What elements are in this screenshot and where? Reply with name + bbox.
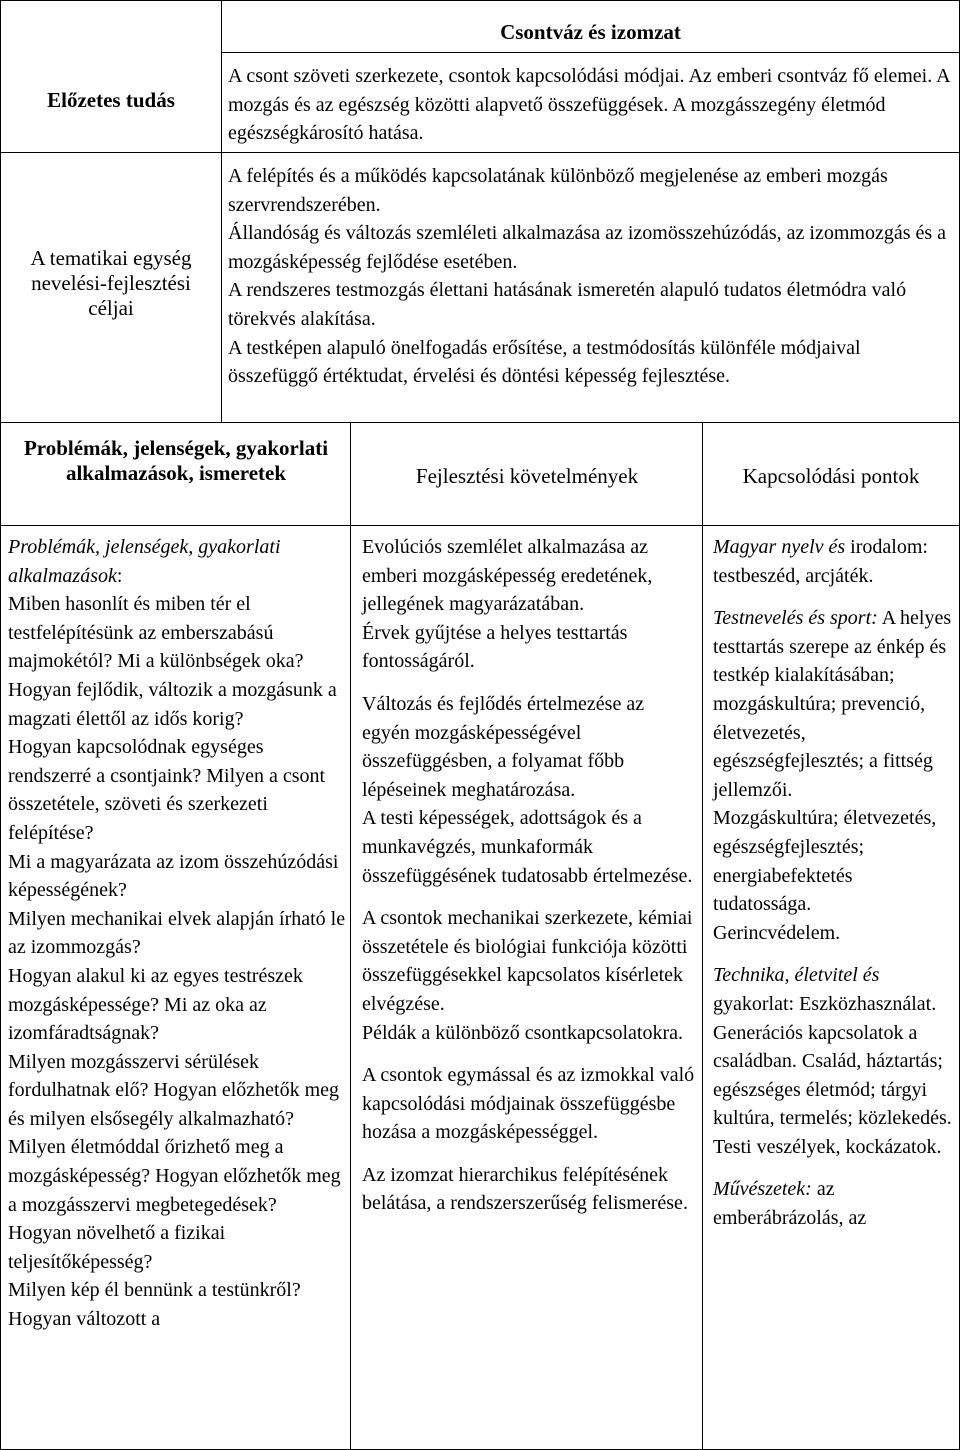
subject-name: Technika, életvitel és [713, 964, 880, 987]
goal-paragraph: A testképen alapuló önelfogadás erősítése, a testmódosítás különféle módjaival összefüggő értéktudat, érvelési és döntési képesség fejlesztése. [228, 336, 861, 388]
col2-content [362, 533, 696, 1218]
col1-intro-colon: : [116, 564, 123, 587]
connection-pe-b: Mozgáskultúra; életvezetés, egészségfejlesztés; energiabefektetés tudatossága. [713, 807, 937, 916]
goals-text [228, 162, 953, 391]
question: Hogyan növelhető a fizikai teljesítőképesség? [8, 1222, 226, 1273]
goal-paragraph: A rendszeres testmozgás élettani hatásának ismeretén alapuló tudatos életmódra való törekvés alakítása. [228, 279, 907, 330]
spacer [362, 890, 696, 904]
spacer [713, 1161, 955, 1175]
requirement: Az izomzat hierarchikus felépítésének belátása, a rendszerszerűség felismerése. [362, 1163, 688, 1215]
col2-divider [702, 422, 703, 1450]
spacer [362, 1047, 696, 1061]
connection-hungarian [713, 533, 955, 590]
prior-knowledge-text: A csont szöveti szerkezete, csontok kapcsolódási módjai. Az emberi csontváz fő elemei. A mozgás és az egészség közötti alapvető összefüggések. A mozgásszegény életmód egészségkárosító hatása. [228, 65, 950, 145]
spacer [713, 590, 955, 604]
requirement: A csontok mechanikai szerkezete, kémiai összetétele és biológiai funkciója közötti összefüggésekkel kapcsolatos kísérletek elvégzése. [362, 907, 693, 1015]
question: Milyen életmóddal őrizhető meg a mozgásképesség? Hogyan előzhetők meg a mozgásszervi megbetegedések? [8, 1136, 341, 1216]
row-divider-1 [0, 152, 960, 153]
requirement: Érvek gyűjtése a helyes testtartás fontosságáról. [362, 621, 628, 673]
goals-label: A tematikai egység nevelési-fejlesztési céljai [30, 246, 192, 320]
spacer [713, 947, 955, 961]
spacer [362, 676, 696, 690]
col1-content [8, 533, 346, 1334]
table-left-border [0, 0, 1, 1450]
col1-divider [350, 422, 351, 1450]
row-divider-2 [0, 422, 960, 423]
requirement: A csontok egymással és az izmokkal való kapcsolódási módjainak összefüggésbe hozása a mozgásképességgel. [362, 1064, 695, 1144]
requirement: Változás és fejlődés értelmezése az egyén mozgásképességével összefüggésben, a folyamat főbb lépéseinek meghatározása. [362, 692, 645, 801]
subject-name: Magyar nyelv és [713, 536, 846, 558]
requirement: Példák a különböző csontkapcsolatokra. [362, 1021, 684, 1044]
connection-pe-c: Gerincvédelem. [713, 921, 841, 944]
question: Milyen kép él bennünk a testünkről? Hogyan változott a [8, 1279, 301, 1331]
table-top-border [0, 0, 960, 1]
col1-intro [8, 533, 346, 590]
goal-paragraph: Állandóság és változás szemléleti alkalmazása az izomösszehúzódás, az izommozgás és a mozgásképesség fejlődése esetében. [228, 222, 947, 273]
section-header: Csontváz és izomzat [500, 20, 681, 44]
connection-text: az emberábrázolás, az [713, 1178, 867, 1230]
label-column-divider [221, 0, 222, 422]
col1-intro-label: Problémák, jelenségek, gyakorlati alkalmazások [8, 536, 281, 587]
spacer [362, 1147, 696, 1161]
subject-name: Testnevelés és sport: [713, 607, 878, 630]
connection-pe [713, 604, 955, 804]
question: Hogyan fejlődik, változik a mozgásunk a magzati élettől az idős korig? [8, 678, 337, 730]
connection-text: A helyes testtartás szerepe az énkép és testkép kialakításában; mozgáskultúra; prevenció, életvezetés, egészségfejlesztés; a fittség jellemzői. [713, 607, 952, 801]
prior-knowledge-label: Előzetes tudás [47, 88, 175, 112]
subject-name: Művészetek: [713, 1178, 812, 1201]
question: Hogyan kapcsolódnak egységes rendszerré a csontjaink? Milyen a csont összetétele, szöveti és szerkezeti felépítése? [8, 736, 326, 844]
col3-header: Kapcsolódási pontok [742, 464, 920, 488]
row-divider-3 [0, 525, 960, 526]
col3-content [713, 533, 955, 1233]
connection-text: gyakorlat: Eszközhasználat. Generációs kapcsolatok a családban. Család, háztartás; egészséges életmód; tárgyi kultúra, termelés; közlekedés. Testi veszélyek, kockázatok. [713, 992, 952, 1158]
requirement: Evolúciós szemlélet alkalmazása az emberi mozgásképesség eredetének, jellegének magyarázatában. [362, 536, 653, 616]
header-divider [221, 52, 960, 53]
connection-technology [713, 961, 955, 1161]
question: Hogyan alakul ki az egyes testrészek mozgásképessége? Mi az oka az izomfáradtságnak? [8, 964, 303, 1045]
connection-text: irodalom: testbeszéd, arcjáték. [713, 536, 928, 587]
question: Milyen mozgásszervi sérülések fordulhatnak elő? Hogyan előzhetők meg és milyen elsősegély alkalmazható? [8, 1050, 339, 1130]
col1-header: Problémák, jelenségek, gyakorlati alkalmazások, ismeretek [23, 436, 329, 485]
question: Miben hasonlít és miben tér el testfelépítésünk az emberszabású majmokétól? Mi a különbségek oka? [8, 593, 304, 673]
question: Mi a magyarázata az izom összehúzódási képességének? [8, 850, 339, 902]
goal-paragraph: A felépítés és a működés kapcsolatának különböző megjelenése az emberi mozgás szervrendszerében. [228, 165, 888, 216]
question: Milyen mechanikai elvek alapján írható le az izommozgás? [8, 907, 346, 959]
connection-arts [713, 1175, 955, 1232]
requirement: A testi képességek, adottságok és a munkavégzés, munkaformák összefüggésének tudatosabb értelmezése. [362, 807, 693, 887]
col2-header: Fejlesztési követelmények [415, 464, 639, 488]
